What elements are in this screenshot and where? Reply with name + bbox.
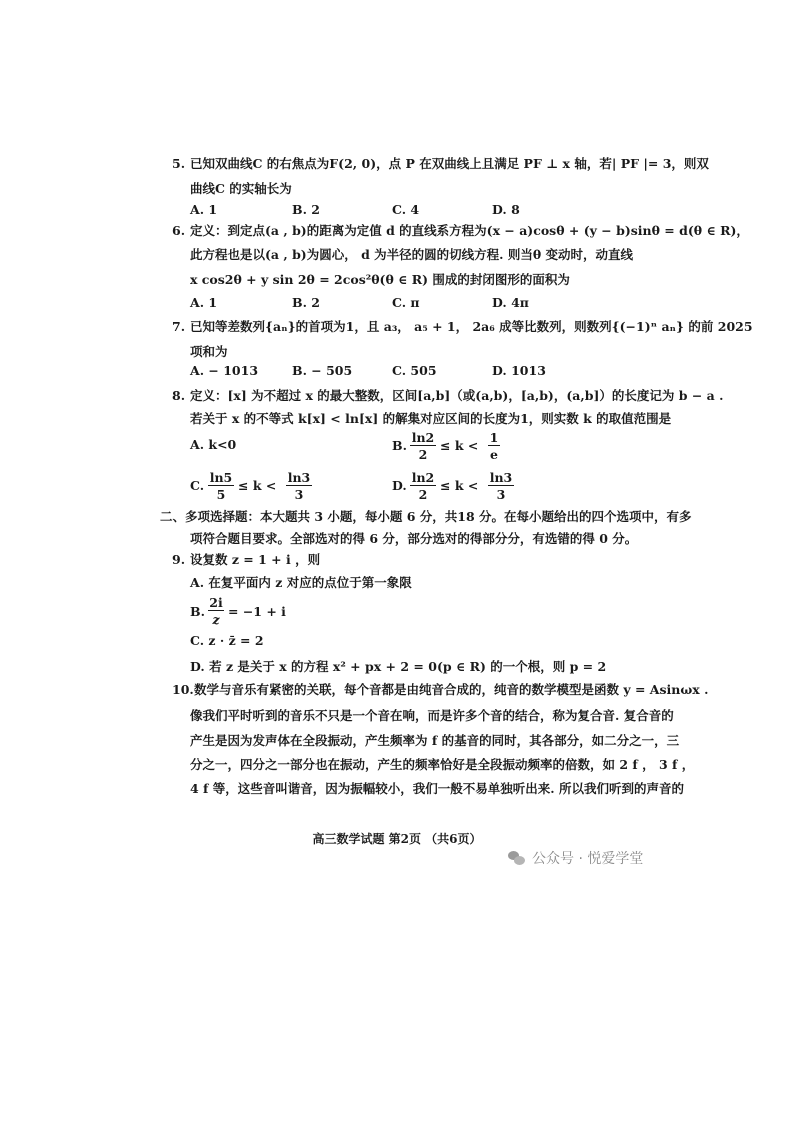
- q9-option-a: A. 在复平面内 z 对应的点位于第一象限: [190, 575, 412, 590]
- q9-option-c: C. z · z̄ = 2: [190, 633, 264, 648]
- q5-option-a: A. 1: [190, 202, 218, 217]
- q5-option-c: C. 4: [392, 202, 420, 217]
- watermark-text: 公众号 · 悦爱学堂: [532, 851, 644, 867]
- q6-option-b: B. 2: [292, 295, 320, 310]
- q10-number: 10.: [172, 682, 194, 697]
- q9-number: 9.: [172, 552, 186, 567]
- q5-option-b: B. 2: [292, 202, 320, 217]
- q10-line5: 4 f 等，这些音叫谐音，因为振幅较小，我们一般不易单独听出来. 所以我们听到的声音的: [190, 781, 684, 796]
- q7-option-b: B. − 505: [292, 363, 353, 378]
- section2-heading: 二、多项选择题：本大题共 3 小题，每小题 6 分，共18 分。在每小题给出的四个选项中，有多: [160, 509, 692, 524]
- q10-line2: 像我们平时听到的音乐不只是一个音在响，而是许多个音的结合，称为复合音. 复合音的: [190, 708, 674, 723]
- q7-number: 7.: [172, 319, 186, 334]
- q7-option-c: C. 505: [392, 363, 437, 378]
- q7-option-a: A. − 1013: [190, 363, 259, 378]
- q8-number: 8.: [172, 388, 186, 403]
- q6-option-d: D. 4π: [492, 295, 529, 310]
- q5-number: 5.: [172, 156, 186, 171]
- q6-number: 6.: [172, 223, 186, 238]
- q6-line3: x cos2θ + y sin 2θ = 2cos²θ(θ ∈ R) 围成的封闭图形的面积为: [190, 272, 570, 287]
- wechat-icon: [508, 851, 526, 865]
- q6-option-a: A. 1: [190, 295, 218, 310]
- q7-line2: 项和为: [190, 344, 228, 359]
- q10-line4: 分之一，四分之一部分也在振动，产生的频率恰好是全段振动频率的倍数，如 2 f ， 3 f ，: [190, 757, 695, 772]
- watermark: [508, 848, 643, 868]
- q8-line2: 若关于 x 的不等式 k[x] < ln[x] 的解集对应区间的长度为1，则实数 k 的取值范围是: [190, 411, 672, 426]
- q10-line3: 产生是因为发声体在全段振动，产生频率为 f 的基音的同时，其各部分，如二分之一，三: [190, 733, 680, 748]
- q5-line2: 曲线C 的实轴长为: [190, 181, 292, 196]
- q7-option-d: D. 1013: [492, 363, 546, 378]
- q6-line2: 此方程也是以(a , b)为圆心， d 为半径的圆的切线方程. 则当θ 变动时，动直线: [190, 247, 634, 262]
- section2-heading-line2: 项符合题目要求。全部选对的得 6 分，部分选对的得部分分，有选错的得 0 分。: [190, 531, 638, 546]
- q8-option-a: A. k<0: [190, 437, 237, 452]
- q5-option-d: D. 8: [492, 202, 520, 217]
- page-footer: 高三数学试题 第2页 （共6页）: [312, 832, 482, 846]
- q9-option-d: D. 若 z 是关于 x 的方程 x² + px + 2 = 0(p ∈ R) 的一个根，则 p = 2: [190, 659, 607, 674]
- exam-page: 5. 已知双曲线C 的右焦点为F(2, 0)，点 P 在双曲线上且满足 PF ⊥ x 轴，若| PF |= 3，则双 曲线C 的实轴长为 A. 1 B. 2 C. 4 D. 8 6. 定义：到定点(a , b)的距离为定值 d 的直线系方程为(x − a)cosθ + (y − b)sinθ = d(θ ∈ R)， 此方程也是以(a , b)为圆心， d 为半径的圆的切线方程. 则当θ 变动时，动直线 x cos2θ + y sin 2θ = 2cos²θ(θ ∈ R) 围成的封闭图形的面积为 A. 1 B. 2 C. π D. 4π 7. 已知等差数列{aₙ}的首项为1，且 a₃， a₅ + 1， 2a₆ 成等比数列，则数列{(−1)ⁿ aₙ} 的前 2025 项和为 A. − 1013 B. − 505 C. 505 D. 1013 8. 定义：[x] 为不超过 x 的最大整数，区间[a,b]（或(a,b)，[a,b)，(a,b]）的长度记为 b − a . 若关于 x 的不等式 k[x] < ln[x] 的解集对应区间的长度为1，则实数 k 的取值范围是 A. k<0 B. ln2 2 ≤ k < 1 e C. ln5 5 ≤ k < ln3 3 D. ln2 2 ≤ k < ln3 3 二、多项选择题：本大题共 3 小题，每小题 6 分，共18 分。在每小题给出的四个选项中，有多 项符合题目要求。全部选对的得 6 分，部分选对的得部分分，有选错的得 0 分。 9. 设复数 z = 1 + i ，则 A. 在复平面内 z 对应的点位于第一象限 B. 2i z = −1 + i C. z · z̄ = 2 D. 若 z 是关于 x 的方程 x² + px + 2 = 0(p ∈ R) 的一个根，则 p = 2 10. 数学与音乐有紧密的关联，每个音都是由纯音合成的，纯音的数学模型是函数 y = Asinωx . 像我们平时听到的音乐不只是一个音在响，而是许多个音的结合，称为复合音. 复合音的 产生是因为发声体在全段振动，产生频率为 f 的基音的同时，其各部分，如二分之一，三 分之一，四分之一部分也在振动，产生的频率恰好是全段振动频率的倍数，如 2 f ， 3 f ， 4 f 等，这些音叫谐音，因为振幅较小，我们一般不易单独听出来. 所以我们听到的声音的 高三数学试题 第2页 （共6页） 公众号 · 悦爱学堂: [0, 0, 794, 1123]
- q6-option-c: C. π: [392, 295, 420, 310]
